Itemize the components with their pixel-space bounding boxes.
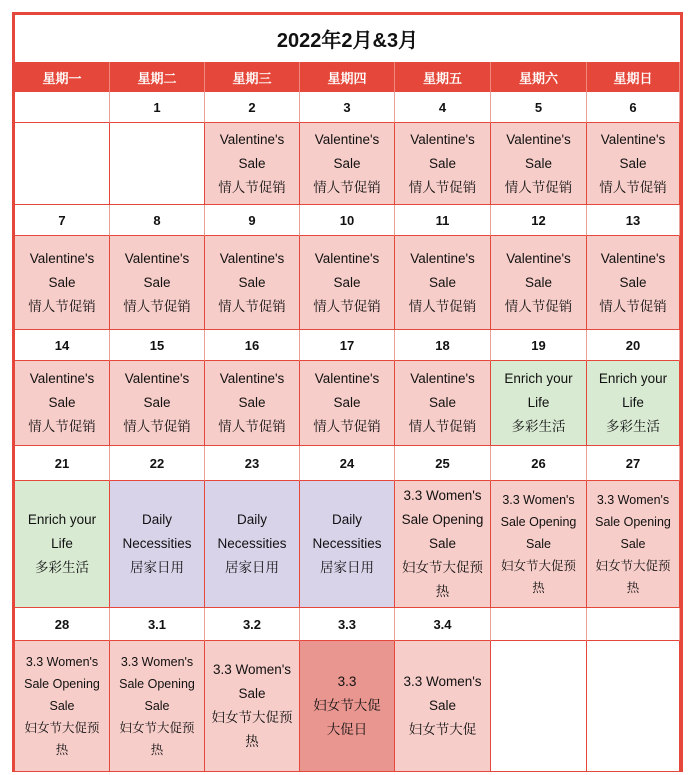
event-text: 居家日用	[130, 560, 184, 575]
day-number: 19	[491, 330, 587, 361]
day-cell[interactable]	[491, 361, 587, 446]
day-number: 27	[587, 446, 680, 481]
day-cell[interactable]	[587, 361, 680, 446]
event-text: Valentine's	[600, 131, 666, 147]
day-number: 3.4	[395, 608, 491, 641]
event-text: 3.3 Women's	[25, 655, 99, 669]
event-text: Sale	[525, 537, 552, 551]
day-number: 2	[205, 92, 300, 123]
day-cell[interactable]	[395, 641, 491, 772]
event-text: 热	[435, 584, 450, 599]
day-number: 1	[110, 92, 205, 123]
event-text: Sale	[333, 274, 361, 290]
event-text: Sale	[428, 536, 457, 551]
day-number	[587, 608, 680, 641]
day-cell[interactable]	[300, 481, 395, 608]
weekday-header: 星期六	[491, 62, 587, 92]
day-cell[interactable]	[205, 481, 300, 608]
day-cell[interactable]	[300, 236, 395, 330]
day-number: 8	[110, 205, 205, 236]
weekday-header: 星期一	[15, 62, 110, 92]
event-text: Daily	[331, 512, 362, 527]
day-number: 25	[395, 446, 491, 481]
event-text: 热	[626, 581, 640, 595]
event-text: Daily	[236, 512, 267, 527]
weekday-header: 星期二	[110, 62, 205, 92]
day-number: 3	[300, 92, 395, 123]
event-text: Sale	[619, 274, 647, 290]
event-text: Necessities	[312, 536, 382, 551]
event-text: Sale Opening	[119, 677, 195, 691]
day-cell[interactable]	[587, 236, 680, 330]
event-text: 多彩生活	[511, 419, 566, 434]
event-text: Valentine's	[506, 250, 571, 266]
day-number: 20	[587, 330, 680, 361]
event-text: Sale	[49, 699, 75, 713]
event-text: Sale	[238, 155, 266, 171]
event-text: 情人节促销	[28, 419, 96, 434]
day-cell[interactable]	[110, 481, 205, 608]
day-cell[interactable]	[205, 123, 300, 205]
event-text: 妇女节大促预	[500, 559, 576, 573]
event-text: 妇女节大促	[313, 698, 381, 713]
event-text: 3.3 Women's	[403, 674, 482, 689]
weekday-header: 星期五	[395, 62, 491, 92]
day-number: 3.3	[300, 608, 395, 641]
day-cell[interactable]	[300, 361, 395, 446]
day-number: 6	[587, 92, 680, 123]
event-text: 情人节促销	[218, 298, 286, 314]
day-number: 21	[15, 446, 110, 481]
event-text: Enrich your	[504, 371, 573, 386]
event-text: 情人节促销	[408, 179, 477, 195]
event-text: 热	[532, 581, 545, 595]
event-text: 妇女节大促预	[24, 721, 100, 735]
day-cell[interactable]	[491, 641, 587, 772]
event-text: 情人节促销	[313, 298, 381, 314]
event-text: 情人节促销	[599, 179, 667, 195]
event-text: Valentine's	[410, 250, 475, 266]
event-text: 大促日	[326, 722, 368, 737]
event-text: Enrich your	[598, 371, 668, 386]
day-number: 22	[110, 446, 205, 481]
event-text: 妇女节大促预	[402, 560, 483, 575]
event-text: Valentine's	[410, 131, 475, 147]
event-text: Valentine's	[124, 250, 190, 266]
event-text: Sale Opening	[595, 515, 671, 529]
event-text: Life	[622, 395, 644, 410]
day-number: 16	[205, 330, 300, 361]
event-text: 情人节促销	[408, 419, 477, 434]
event-text: Sale	[238, 395, 266, 410]
day-number: 13	[587, 205, 680, 236]
event-text: 热	[245, 734, 259, 749]
event-text: Sale	[524, 274, 553, 290]
event-text: 情人节促销	[123, 419, 191, 434]
day-number: 5	[491, 92, 587, 123]
day-number: 7	[15, 205, 110, 236]
event-text: Sale	[143, 274, 171, 290]
day-cell[interactable]	[110, 123, 205, 205]
day-number: 11	[395, 205, 491, 236]
event-text: 热	[55, 743, 69, 757]
event-text: Sale	[238, 274, 266, 290]
event-text: 3.3 Women's	[212, 662, 292, 677]
event-text: Daily	[141, 512, 172, 527]
day-cell[interactable]	[205, 236, 300, 330]
event-text: Valentine's	[506, 131, 571, 147]
event-text: Valentine's	[29, 371, 95, 386]
event-text: Valentine's	[219, 131, 285, 147]
event-text: Life	[527, 395, 550, 410]
day-number: 3.1	[110, 608, 205, 641]
day-number	[491, 608, 587, 641]
event-text: 3.3 Women's	[596, 493, 670, 507]
event-text: Sale Opening	[500, 515, 577, 529]
event-text: Sale	[428, 155, 457, 171]
event-text: Sale Opening	[401, 512, 484, 527]
event-text: 3.3	[337, 674, 357, 689]
event-text: 情人节促销	[313, 419, 381, 434]
event-text: 3.3 Women's	[403, 488, 482, 503]
day-cell[interactable]	[205, 641, 300, 772]
event-text: Valentine's	[314, 131, 380, 147]
weekday-header: 星期三	[205, 62, 300, 92]
day-cell[interactable]	[15, 236, 110, 330]
weekday-header: 星期日	[587, 62, 680, 92]
day-number: 17	[300, 330, 395, 361]
day-cell[interactable]	[587, 123, 680, 205]
weekday-header: 星期四	[300, 62, 395, 92]
event-text: 妇女节大促预	[595, 559, 671, 573]
day-cell[interactable]	[15, 361, 110, 446]
day-cell[interactable]	[395, 123, 491, 205]
event-text: 情人节促销	[408, 298, 477, 314]
day-number: 9	[205, 205, 300, 236]
day-cell[interactable]	[587, 481, 680, 608]
event-text: Sale	[143, 395, 171, 410]
event-text: Valentine's	[314, 250, 380, 266]
day-cell[interactable]	[491, 481, 587, 608]
event-text: 多彩生活	[606, 419, 660, 434]
event-text: 居家日用	[320, 560, 374, 575]
day-cell[interactable]	[205, 361, 300, 446]
event-text: Sale	[48, 395, 76, 410]
event-text: 多彩生活	[35, 560, 89, 575]
event-text: Sale	[619, 155, 647, 171]
event-text: 情人节促销	[28, 298, 96, 314]
event-text: Necessities	[122, 536, 192, 551]
day-number: 23	[205, 446, 300, 481]
day-cell[interactable]	[587, 641, 680, 772]
event-text: 3.3 Women's	[502, 493, 575, 507]
day-number	[15, 92, 110, 123]
day-cell[interactable]	[491, 123, 587, 205]
event-text: 居家日用	[225, 560, 279, 575]
event-text: Sale	[333, 155, 361, 171]
event-text: Valentine's	[314, 371, 380, 386]
day-cell[interactable]	[15, 123, 110, 205]
day-number: 12	[491, 205, 587, 236]
day-cell[interactable]	[110, 361, 205, 446]
event-text: 情人节促销	[123, 298, 191, 314]
day-cell[interactable]	[395, 236, 491, 330]
event-text: Sale	[428, 698, 457, 713]
day-cell[interactable]	[395, 481, 491, 608]
event-text: Sale Opening	[24, 677, 100, 691]
event-text: 妇女节大促	[408, 722, 477, 737]
event-text: 热	[150, 743, 164, 757]
day-cell[interactable]	[15, 481, 110, 608]
event-text: Valentine's	[29, 250, 95, 266]
event-text: 情人节促销	[504, 179, 573, 195]
day-cell[interactable]	[110, 641, 205, 772]
day-number: 26	[491, 446, 587, 481]
day-number: 10	[300, 205, 395, 236]
event-text: Sale	[238, 686, 266, 701]
event-text: Sale	[524, 155, 553, 171]
event-text: Life	[51, 536, 73, 551]
event-text: 情人节促销	[599, 298, 667, 314]
event-text: Enrich your	[27, 512, 97, 527]
day-number: 15	[110, 330, 205, 361]
event-text: Sale	[144, 699, 170, 713]
day-cell[interactable]	[15, 641, 110, 772]
event-text: Sale	[428, 395, 457, 410]
day-number: 24	[300, 446, 395, 481]
event-text: 妇女节大促预	[211, 710, 293, 725]
day-number: 28	[15, 608, 110, 641]
day-number: 14	[15, 330, 110, 361]
day-number: 4	[395, 92, 491, 123]
day-cell[interactable]	[110, 236, 205, 330]
event-text: 3.3 Women's	[120, 655, 194, 669]
day-cell[interactable]	[491, 236, 587, 330]
calendar-title: 2022年2月&3月	[276, 30, 419, 52]
day-cell[interactable]	[395, 361, 491, 446]
event-text: Sale	[333, 395, 361, 410]
day-number: 3.2	[205, 608, 300, 641]
event-text: Valentine's	[410, 371, 475, 386]
event-text: Valentine's	[600, 250, 666, 266]
event-text: 妇女节大促预	[119, 721, 195, 735]
event-text: Valentine's	[219, 371, 285, 386]
event-text: Sale	[620, 537, 646, 551]
day-cell[interactable]	[300, 641, 395, 772]
event-text: Sale	[428, 274, 457, 290]
event-text: Sale	[48, 274, 76, 290]
event-text: 情人节促销	[313, 179, 381, 195]
day-number: 18	[395, 330, 491, 361]
day-cell[interactable]	[300, 123, 395, 205]
event-text: 情人节促销	[218, 419, 286, 434]
event-text: Valentine's	[219, 250, 285, 266]
event-text: 情人节促销	[218, 179, 286, 195]
event-text: Valentine's	[124, 371, 190, 386]
event-text: 情人节促销	[504, 298, 573, 314]
event-text: Necessities	[217, 536, 287, 551]
